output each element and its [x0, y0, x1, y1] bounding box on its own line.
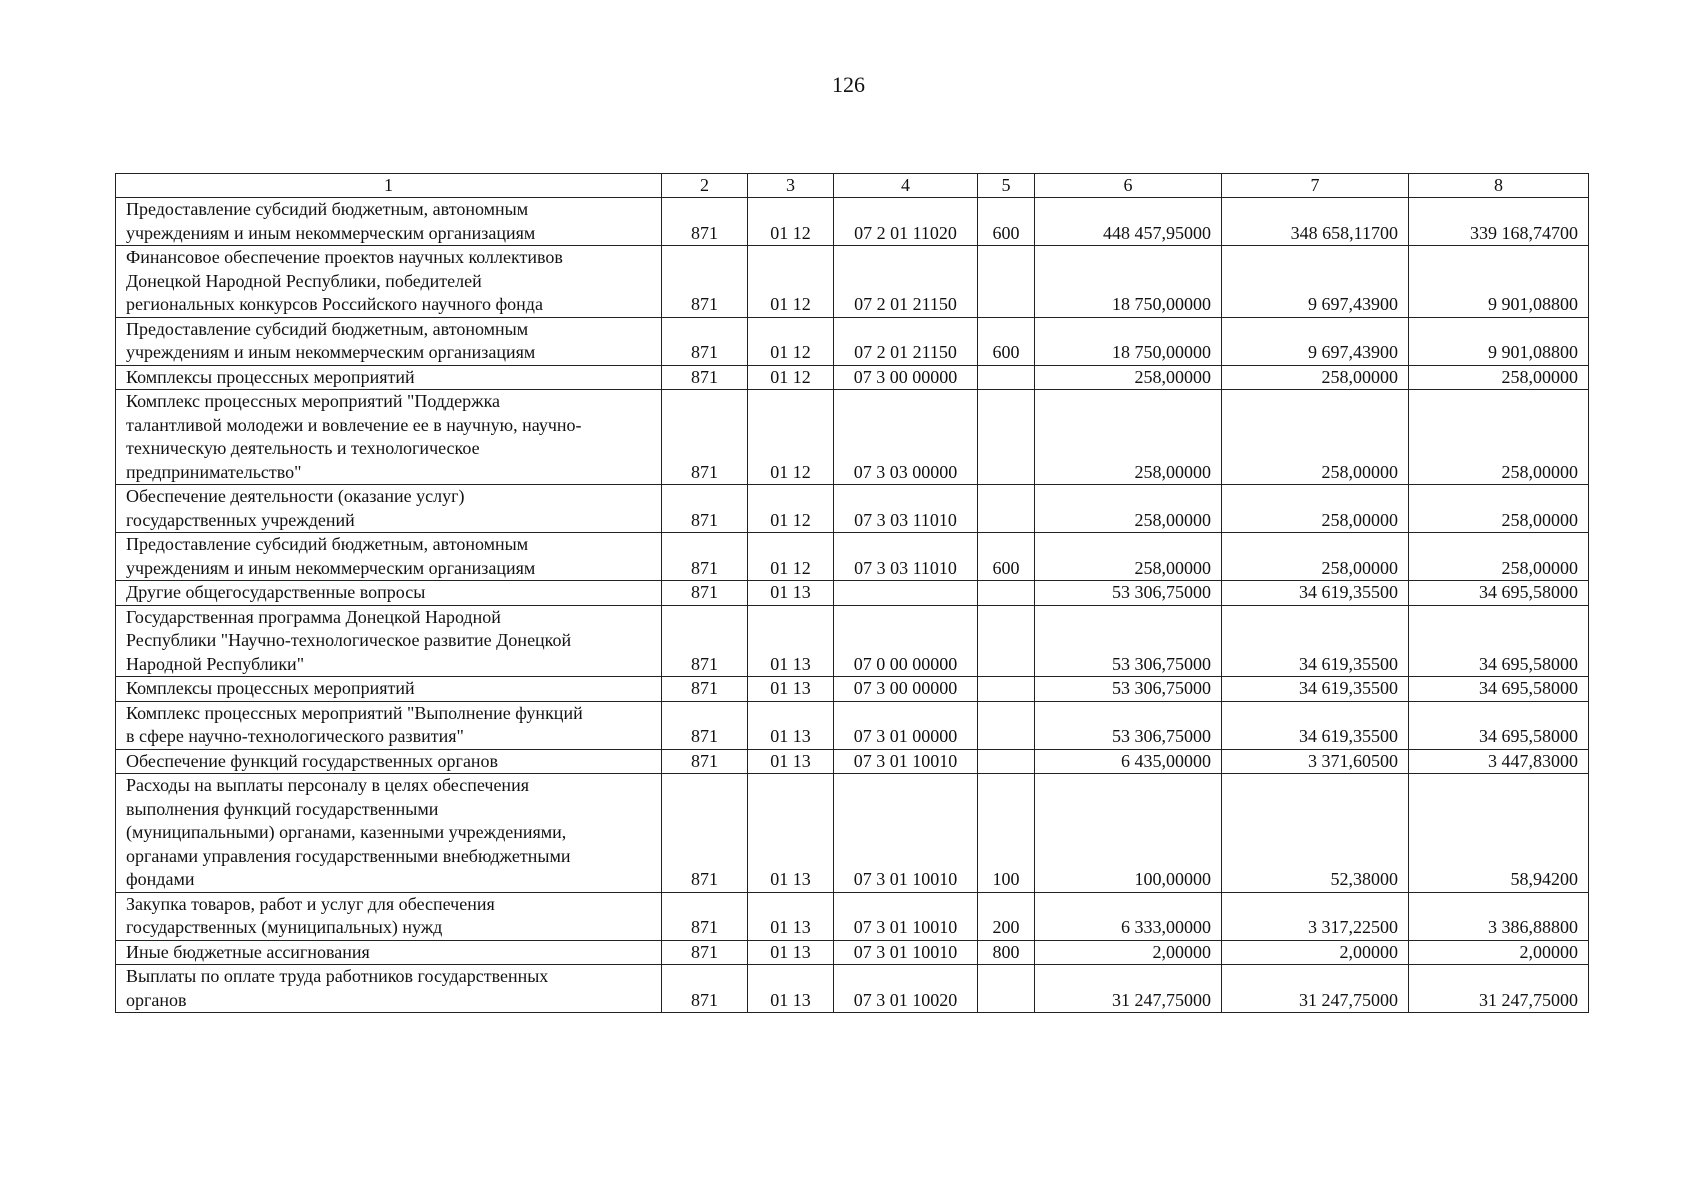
expense-name-cell: Комплексы процессных мероприятий: [116, 365, 662, 390]
target-article-cell: 07 3 00 00000: [834, 677, 978, 702]
expense-type-cell: [978, 701, 1035, 749]
amount-col8-cell: 34 695,58000: [1409, 581, 1589, 606]
section-code-cell: 01 13: [748, 605, 834, 677]
amount-col7-cell: 9 697,43900: [1222, 317, 1409, 365]
expense-name-cell: Предоставление субсидий бюджетным, автономным учреждениям и иным некоммерческим организациям: [116, 533, 662, 581]
amount-col8-cell: 9 901,08800: [1409, 246, 1589, 318]
target-article-cell: 07 2 01 21150: [834, 317, 978, 365]
target-article-cell: 07 0 00 00000: [834, 605, 978, 677]
amount-col7-cell: 258,00000: [1222, 485, 1409, 533]
expense-type-cell: 600: [978, 198, 1035, 246]
amount-col8-cell: 58,94200: [1409, 774, 1589, 893]
amount-col8-cell: 339 168,74700: [1409, 198, 1589, 246]
ministry-code-cell: 871: [662, 749, 748, 774]
amount-col7-cell: 258,00000: [1222, 533, 1409, 581]
amount-col8-cell: 258,00000: [1409, 390, 1589, 485]
amount-col8-cell: 34 695,58000: [1409, 605, 1589, 677]
section-code-cell: 01 13: [748, 581, 834, 606]
expense-type-cell: [978, 605, 1035, 677]
expense-name-cell: Иные бюджетные ассигнования: [116, 940, 662, 965]
amount-col7-cell: 34 619,35500: [1222, 605, 1409, 677]
amount-col6-cell: 258,00000: [1035, 365, 1222, 390]
expense-name-cell: Государственная программа Донецкой Народной Республики "Научно-технологическое развитие Донецкой Народной Республики": [116, 605, 662, 677]
table-row: [116, 774, 1589, 893]
section-code-cell: 01 12: [748, 485, 834, 533]
table-row: [116, 892, 1589, 940]
amount-col8-cell: 258,00000: [1409, 533, 1589, 581]
ministry-code-cell: 871: [662, 390, 748, 485]
expense-name-cell: Обеспечение деятельности (оказание услуг) государственных учреждений: [116, 485, 662, 533]
expense-name-cell: Предоставление субсидий бюджетным, автономным учреждениям и иным некоммерческим организациям: [116, 317, 662, 365]
target-article-cell: 07 3 01 10010: [834, 892, 978, 940]
table-row: [116, 701, 1589, 749]
target-article-cell: 07 3 03 11010: [834, 533, 978, 581]
amount-col6-cell: 6 435,00000: [1035, 749, 1222, 774]
column-header: 5: [978, 174, 1035, 198]
target-article-cell: 07 3 03 00000: [834, 390, 978, 485]
amount-col7-cell: 9 697,43900: [1222, 246, 1409, 318]
amount-col7-cell: 258,00000: [1222, 365, 1409, 390]
amount-col7-cell: 31 247,75000: [1222, 965, 1409, 1013]
section-code-cell: 01 13: [748, 749, 834, 774]
expense-name-cell: Закупка товаров, работ и услуг для обеспечения государственных (муниципальных) нужд: [116, 892, 662, 940]
amount-col6-cell: 258,00000: [1035, 390, 1222, 485]
amount-col7-cell: 34 619,35500: [1222, 581, 1409, 606]
section-code-cell: 01 13: [748, 677, 834, 702]
amount-col6-cell: 53 306,75000: [1035, 605, 1222, 677]
table-row: [116, 581, 1589, 606]
ministry-code-cell: 871: [662, 677, 748, 702]
column-header: 1: [116, 174, 662, 198]
expense-name-cell: Другие общегосударственные вопросы: [116, 581, 662, 606]
section-code-cell: 01 12: [748, 246, 834, 318]
amount-col6-cell: 258,00000: [1035, 533, 1222, 581]
expense-name-cell: Предоставление субсидий бюджетным, автономным учреждениям и иным некоммерческим организациям: [116, 198, 662, 246]
expense-type-cell: 600: [978, 533, 1035, 581]
table-row: [116, 365, 1589, 390]
ministry-code-cell: 871: [662, 581, 748, 606]
amount-col8-cell: 9 901,08800: [1409, 317, 1589, 365]
amount-col6-cell: 448 457,95000: [1035, 198, 1222, 246]
target-article-cell: [834, 581, 978, 606]
expense-name-cell: Комплекс процессных мероприятий "Поддержка талантливой молодежи и вовлечение ее в научную, научно- техническую деятельность и технологическое предпринимательство": [116, 390, 662, 485]
amount-col6-cell: 6 333,00000: [1035, 892, 1222, 940]
amount-col6-cell: 18 750,00000: [1035, 246, 1222, 318]
expense-type-cell: 100: [978, 774, 1035, 893]
amount-col7-cell: 3 371,60500: [1222, 749, 1409, 774]
ministry-code-cell: 871: [662, 701, 748, 749]
ministry-code-cell: 871: [662, 246, 748, 318]
section-code-cell: 01 13: [748, 774, 834, 893]
ministry-code-cell: 871: [662, 892, 748, 940]
expense-name-cell: Финансовое обеспечение проектов научных коллективов Донецкой Народной Республики, победителей региональных конкурсов Российского научного фонда: [116, 246, 662, 318]
expense-type-cell: [978, 581, 1035, 606]
expense-name-cell: Комплексы процессных мероприятий: [116, 677, 662, 702]
target-article-cell: 07 3 00 00000: [834, 365, 978, 390]
amount-col6-cell: 53 306,75000: [1035, 677, 1222, 702]
expense-type-cell: 600: [978, 317, 1035, 365]
amount-col6-cell: 258,00000: [1035, 485, 1222, 533]
table-row: [116, 198, 1589, 246]
table-row: [116, 965, 1589, 1013]
amount-col7-cell: 348 658,11700: [1222, 198, 1409, 246]
amount-col6-cell: 100,00000: [1035, 774, 1222, 893]
ministry-code-cell: 871: [662, 605, 748, 677]
expense-name-cell: Обеспечение функций государственных органов: [116, 749, 662, 774]
section-code-cell: 01 12: [748, 317, 834, 365]
budget-table: [115, 173, 1589, 1013]
amount-col6-cell: 2,00000: [1035, 940, 1222, 965]
section-code-cell: 01 12: [748, 198, 834, 246]
amount-col7-cell: 2,00000: [1222, 940, 1409, 965]
column-header: 4: [834, 174, 978, 198]
table-row: [116, 749, 1589, 774]
target-article-cell: 07 3 01 10010: [834, 940, 978, 965]
expense-name-cell: Расходы на выплаты персоналу в целях обеспечения выполнения функций государственными (муниципальными) органами, казенными учреждениями, органами управления государственными внебюджетными фондами: [116, 774, 662, 893]
section-code-cell: 01 12: [748, 390, 834, 485]
amount-col7-cell: 258,00000: [1222, 390, 1409, 485]
table-row: [116, 605, 1589, 677]
amount-col7-cell: 34 619,35500: [1222, 701, 1409, 749]
ministry-code-cell: 871: [662, 198, 748, 246]
column-header: 7: [1222, 174, 1409, 198]
amount-col7-cell: 34 619,35500: [1222, 677, 1409, 702]
amount-col6-cell: 53 306,75000: [1035, 701, 1222, 749]
target-article-cell: 07 3 01 00000: [834, 701, 978, 749]
ministry-code-cell: 871: [662, 533, 748, 581]
ministry-code-cell: 871: [662, 965, 748, 1013]
section-code-cell: 01 13: [748, 940, 834, 965]
table-row: [116, 390, 1589, 485]
amount-col8-cell: 34 695,58000: [1409, 701, 1589, 749]
page-number: 126: [832, 72, 865, 97]
expense-type-cell: [978, 965, 1035, 1013]
amount-col8-cell: 258,00000: [1409, 365, 1589, 390]
section-code-cell: 01 13: [748, 892, 834, 940]
column-header: 6: [1035, 174, 1222, 198]
amount-col7-cell: 3 317,22500: [1222, 892, 1409, 940]
amount-col7-cell: 52,38000: [1222, 774, 1409, 893]
section-code-cell: 01 12: [748, 533, 834, 581]
table-body: [116, 198, 1589, 1013]
expense-type-cell: [978, 365, 1035, 390]
table-row: [116, 317, 1589, 365]
ministry-code-cell: 871: [662, 365, 748, 390]
amount-col6-cell: 53 306,75000: [1035, 581, 1222, 606]
ministry-code-cell: 871: [662, 940, 748, 965]
amount-col6-cell: 31 247,75000: [1035, 965, 1222, 1013]
expense-type-cell: [978, 485, 1035, 533]
table-row: [116, 677, 1589, 702]
section-code-cell: 01 13: [748, 701, 834, 749]
ministry-code-cell: 871: [662, 485, 748, 533]
target-article-cell: 07 3 01 10020: [834, 965, 978, 1013]
target-article-cell: 07 3 03 11010: [834, 485, 978, 533]
table-row: [116, 940, 1589, 965]
expense-type-cell: 200: [978, 892, 1035, 940]
amount-col6-cell: 18 750,00000: [1035, 317, 1222, 365]
amount-col8-cell: 258,00000: [1409, 485, 1589, 533]
column-header: 3: [748, 174, 834, 198]
target-article-cell: 07 3 01 10010: [834, 749, 978, 774]
expense-name-cell: Комплекс процессных мероприятий "Выполнение функций в сфере научно-технологического развития": [116, 701, 662, 749]
expense-type-cell: [978, 749, 1035, 774]
table-row: [116, 533, 1589, 581]
column-header: 8: [1409, 174, 1589, 198]
expense-type-cell: [978, 390, 1035, 485]
column-header: 2: [662, 174, 748, 198]
section-code-cell: 01 12: [748, 365, 834, 390]
ministry-code-cell: 871: [662, 774, 748, 893]
ministry-code-cell: 871: [662, 317, 748, 365]
expense-type-cell: [978, 246, 1035, 318]
table-row: [116, 246, 1589, 318]
amount-col8-cell: 3 386,88800: [1409, 892, 1589, 940]
target-article-cell: 07 2 01 21150: [834, 246, 978, 318]
target-article-cell: 07 2 01 11020: [834, 198, 978, 246]
expense-name-cell: Выплаты по оплате труда работников государственных органов: [116, 965, 662, 1013]
table-row: [116, 485, 1589, 533]
amount-col8-cell: 3 447,83000: [1409, 749, 1589, 774]
amount-col8-cell: 34 695,58000: [1409, 677, 1589, 702]
section-code-cell: 01 13: [748, 965, 834, 1013]
expense-type-cell: 800: [978, 940, 1035, 965]
table-header-row: [116, 174, 1589, 198]
amount-col8-cell: 31 247,75000: [1409, 965, 1589, 1013]
expense-type-cell: [978, 677, 1035, 702]
target-article-cell: 07 3 01 10010: [834, 774, 978, 893]
amount-col8-cell: 2,00000: [1409, 940, 1589, 965]
